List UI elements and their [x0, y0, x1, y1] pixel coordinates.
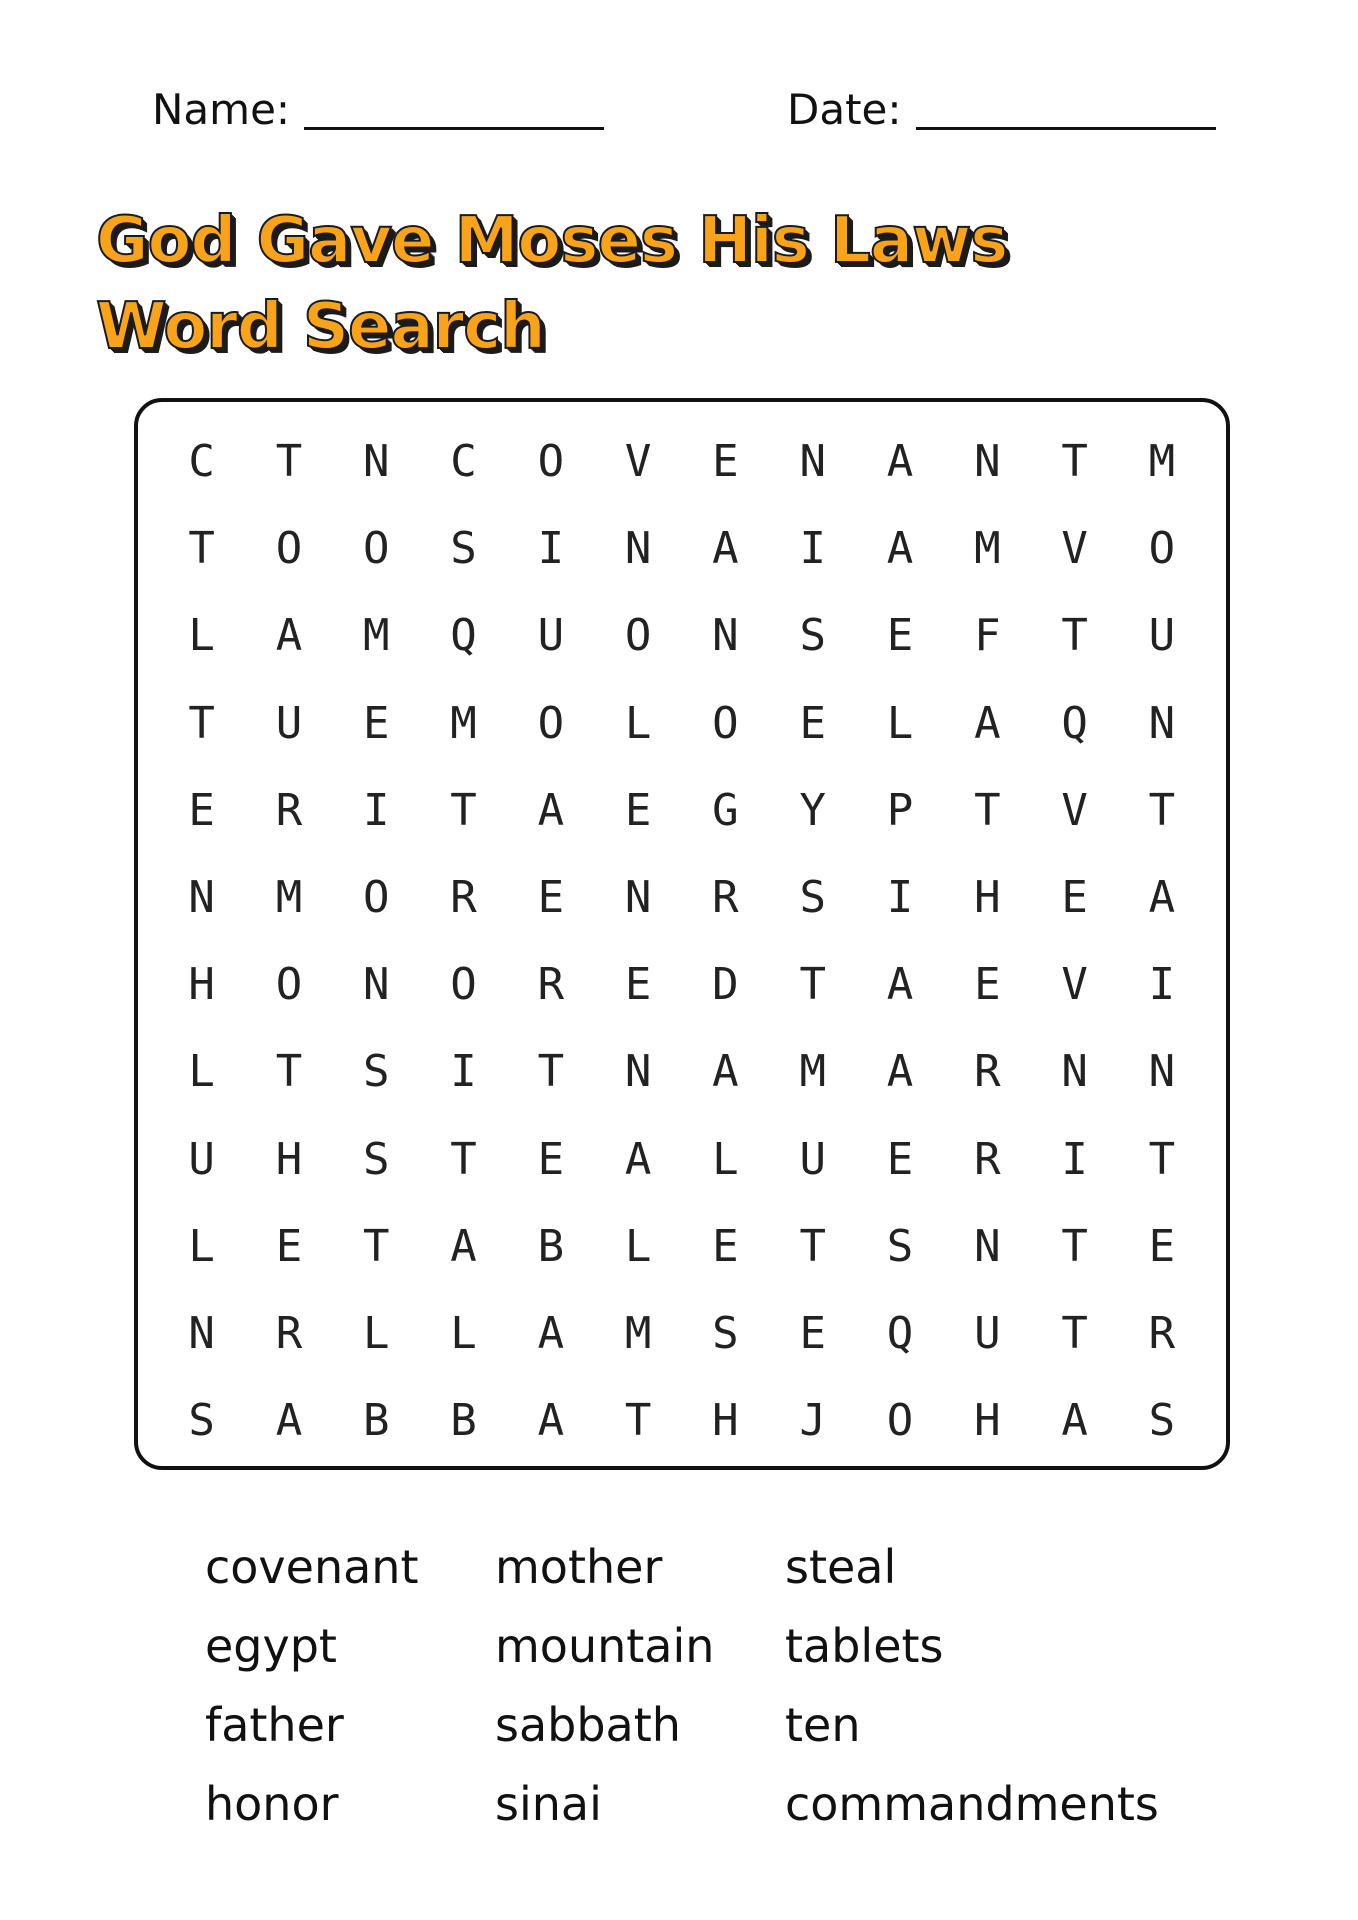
grid-cell[interactable]: I [362, 784, 390, 836]
grid-cell[interactable]: A [712, 1046, 739, 1098]
date-blank-line[interactable] [916, 127, 1216, 130]
grid-cell[interactable]: N [1061, 1046, 1088, 1098]
grid-cell[interactable]: A [275, 610, 303, 662]
title-line-2: Word Search [96, 290, 545, 364]
name-blank-line[interactable] [304, 127, 604, 130]
word-list-item: honor [205, 1777, 339, 1831]
grid-cell[interactable]: G [712, 784, 739, 836]
grid-cell[interactable]: A [712, 523, 739, 575]
grid-cell[interactable]: N [624, 1046, 652, 1098]
grid-cell[interactable]: T [188, 697, 215, 749]
grid-cell[interactable]: Q [1061, 697, 1088, 749]
grid-cell[interactable]: A [450, 1220, 477, 1272]
grid-cell[interactable]: U [799, 1133, 826, 1185]
grid-cell[interactable]: R [275, 784, 303, 836]
grid-cell[interactable]: E [886, 1133, 914, 1185]
grid-cell[interactable]: A [537, 784, 565, 836]
grid-cell[interactable]: T [1148, 1133, 1176, 1185]
grid-cell[interactable]: L [624, 697, 652, 749]
grid-cell[interactable]: E [712, 436, 739, 488]
grid-cell[interactable]: R [450, 872, 477, 924]
grid-cell[interactable]: L [886, 697, 914, 749]
word-list-item: tablets [785, 1619, 944, 1673]
grid-cell[interactable]: A [537, 1395, 565, 1447]
grid-cell[interactable]: M [974, 523, 1001, 575]
grid-cell[interactable]: R [537, 959, 565, 1011]
grid-cell[interactable]: O [537, 436, 565, 488]
grid-cell[interactable]: A [1061, 1395, 1088, 1447]
grid-cell[interactable]: A [974, 697, 1001, 749]
grid-cell[interactable]: V [624, 436, 652, 488]
grid-cell[interactable]: A [886, 959, 914, 1011]
grid-cell[interactable]: T [1061, 436, 1088, 488]
word-list-item: covenant [205, 1540, 419, 1594]
grid-cell[interactable]: E [362, 697, 390, 749]
grid-cell[interactable]: V [1061, 959, 1088, 1011]
word-list-item: commandments [785, 1777, 1159, 1831]
grid-cell[interactable]: T [799, 959, 826, 1011]
letter-grid [158, 418, 1206, 1464]
grid-cell[interactable]: U [188, 1133, 215, 1185]
grid-cell[interactable]: O [1148, 523, 1176, 575]
grid-cell[interactable]: T [275, 436, 303, 488]
grid-cell[interactable]: O [886, 1395, 914, 1447]
grid-cell[interactable]: O [712, 697, 739, 749]
header-row [152, 80, 1212, 140]
word-list-item: father [205, 1698, 344, 1752]
grid-cell[interactable]: S [799, 610, 826, 662]
grid-cell[interactable]: B [537, 1220, 565, 1272]
grid-cell[interactable]: L [712, 1133, 739, 1185]
grid-cell[interactable]: I [1061, 1133, 1088, 1185]
grid-cell[interactable]: O [362, 523, 390, 575]
grid-cell[interactable]: B [362, 1395, 390, 1447]
grid-cell[interactable]: U [1148, 610, 1176, 662]
grid-cell[interactable]: P [886, 784, 914, 836]
grid-cell[interactable]: A [1148, 872, 1176, 924]
grid-cell[interactable]: A [275, 1395, 303, 1447]
grid-cell[interactable]: R [712, 872, 739, 924]
grid-cell[interactable]: M [799, 1046, 826, 1098]
grid-cell[interactable]: F [974, 610, 1001, 662]
grid-cell[interactable]: E [799, 697, 826, 749]
grid-cell[interactable]: A [886, 1046, 914, 1098]
grid-cell[interactable]: V [1061, 523, 1088, 575]
grid-cell[interactable]: A [624, 1133, 652, 1185]
grid-cell[interactable]: E [624, 784, 652, 836]
grid-cell[interactable]: E [1148, 1220, 1176, 1272]
grid-cell[interactable]: J [799, 1395, 826, 1447]
grid-cell[interactable]: N [362, 436, 390, 488]
grid-cell[interactable]: H [275, 1133, 303, 1185]
grid-cell[interactable]: A [886, 436, 914, 488]
word-list-item: steal [785, 1540, 897, 1594]
grid-cell[interactable]: Y [799, 784, 826, 836]
grid-cell[interactable]: O [362, 872, 390, 924]
word-list-item: ten [785, 1698, 861, 1752]
grid-cell[interactable]: V [1061, 784, 1088, 836]
grid-cell[interactable]: S [362, 1133, 390, 1185]
name-label: Name: [152, 85, 291, 134]
grid-cell[interactable]: T [275, 1046, 303, 1098]
grid-cell[interactable]: O [624, 610, 652, 662]
grid-cell[interactable]: U [537, 610, 565, 662]
grid-cell[interactable]: T [537, 1046, 565, 1098]
grid-cell[interactable]: T [362, 1220, 390, 1272]
grid-cell[interactable]: M [275, 872, 303, 924]
grid-cell[interactable]: O [537, 697, 565, 749]
grid-cell[interactable]: Q [886, 1307, 914, 1359]
date-label: Date: [787, 85, 902, 134]
grid-cell[interactable]: T [1061, 1307, 1088, 1359]
grid-cell[interactable]: E [712, 1220, 739, 1272]
word-list-item: sabbath [495, 1698, 681, 1752]
grid-cell[interactable]: H [712, 1395, 739, 1447]
grid-cell[interactable]: T [974, 784, 1001, 836]
grid-cell[interactable]: T [188, 523, 215, 575]
grid-cell[interactable]: S [362, 1046, 390, 1098]
grid-cell[interactable]: N [188, 1307, 215, 1359]
grid-cell[interactable]: L [188, 1220, 215, 1272]
grid-cell[interactable]: S [799, 872, 826, 924]
page-title [96, 198, 1007, 370]
grid-cell[interactable]: I [886, 872, 914, 924]
grid-cell[interactable]: O [275, 959, 303, 1011]
grid-cell[interactable]: U [974, 1307, 1001, 1359]
grid-cell[interactable]: T [1061, 1220, 1088, 1272]
grid-cell[interactable]: L [450, 1307, 477, 1359]
grid-cell[interactable]: R [974, 1046, 1001, 1098]
grid-cell[interactable]: N [188, 872, 215, 924]
grid-cell[interactable]: N [362, 959, 390, 1011]
grid-cell[interactable]: N [712, 610, 739, 662]
grid-cell[interactable]: M [362, 610, 390, 662]
grid-cell[interactable]: N [1148, 1046, 1176, 1098]
grid-cell[interactable]: C [188, 436, 215, 488]
grid-cell[interactable]: L [624, 1220, 652, 1272]
grid-cell[interactable]: E [188, 784, 215, 836]
grid-cell[interactable]: L [188, 610, 215, 662]
grid-cell[interactable]: I [799, 523, 826, 575]
grid-cell[interactable]: E [1061, 872, 1088, 924]
grid-cell[interactable]: N [974, 1220, 1001, 1272]
grid-cell[interactable]: E [974, 959, 1001, 1011]
grid-cell[interactable]: H [974, 1395, 1001, 1447]
grid-cell[interactable]: R [1148, 1307, 1176, 1359]
grid-cell[interactable]: U [275, 697, 303, 749]
grid-cell[interactable]: M [450, 697, 477, 749]
grid-cell[interactable]: I [537, 523, 565, 575]
grid-cell[interactable]: E [537, 872, 565, 924]
grid-cell[interactable]: T [450, 784, 477, 836]
grid-cell[interactable]: S [712, 1307, 739, 1359]
grid-cell[interactable]: E [275, 1220, 303, 1272]
grid-cell[interactable]: Q [450, 610, 477, 662]
grid-cell[interactable]: L [188, 1046, 215, 1098]
grid-cell[interactable]: O [275, 523, 303, 575]
grid-cell[interactable]: E [886, 610, 914, 662]
word-list-item: mother [495, 1540, 663, 1594]
grid-cell[interactable]: R [974, 1133, 1001, 1185]
grid-cell[interactable]: C [450, 436, 477, 488]
grid-cell[interactable]: S [450, 523, 477, 575]
grid-cell[interactable]: N [1148, 697, 1176, 749]
grid-cell[interactable]: I [1148, 959, 1176, 1011]
grid-cell[interactable]: T [1148, 784, 1176, 836]
grid-cell[interactable]: S [1148, 1395, 1176, 1447]
word-list-item: sinai [495, 1777, 602, 1831]
grid-cell[interactable]: N [974, 436, 1001, 488]
grid-cell[interactable]: R [275, 1307, 303, 1359]
grid-cell[interactable]: A [537, 1307, 565, 1359]
grid-cell[interactable]: H [974, 872, 1001, 924]
date-field[interactable] [787, 80, 1216, 140]
grid-cell[interactable]: E [624, 959, 652, 1011]
grid-cell[interactable]: H [188, 959, 215, 1011]
grid-cell[interactable]: M [624, 1307, 652, 1359]
grid-cell[interactable]: L [362, 1307, 390, 1359]
grid-cell[interactable]: N [799, 436, 826, 488]
word-list-item: mountain [495, 1619, 715, 1673]
grid-cell[interactable]: S [188, 1395, 215, 1447]
grid-cell[interactable]: E [537, 1133, 565, 1185]
word-list-item: egypt [205, 1619, 337, 1673]
grid-cell[interactable]: E [799, 1307, 826, 1359]
word-list [205, 1528, 1205, 1844]
grid-cell[interactable]: O [450, 959, 477, 1011]
grid-cell[interactable]: S [886, 1220, 914, 1272]
name-field[interactable] [152, 80, 604, 140]
grid-cell[interactable]: M [1148, 436, 1176, 488]
grid-cell[interactable]: T [450, 1133, 477, 1185]
grid-cell[interactable]: D [712, 959, 739, 1011]
grid-cell[interactable]: T [799, 1220, 826, 1272]
grid-cell[interactable]: N [624, 872, 652, 924]
grid-cell[interactable]: T [624, 1395, 652, 1447]
grid-cell[interactable]: A [886, 523, 914, 575]
grid-cell[interactable]: B [450, 1395, 477, 1447]
grid-cell[interactable]: T [1061, 610, 1088, 662]
grid-cell[interactable]: I [450, 1046, 477, 1098]
title-line-1: God Gave Moses His Laws [96, 204, 1008, 278]
grid-cell[interactable]: N [624, 523, 652, 575]
